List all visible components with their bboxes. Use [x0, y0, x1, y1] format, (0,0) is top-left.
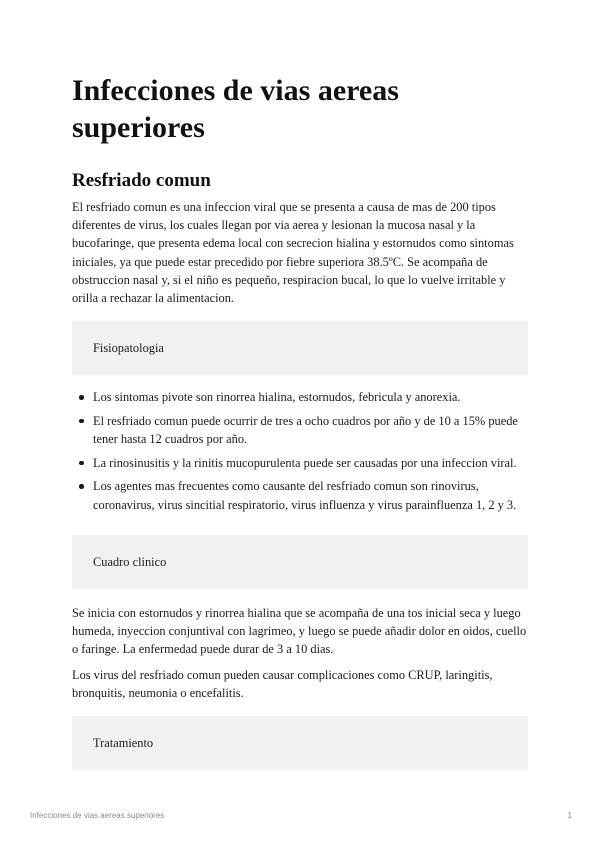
footer-page-number: 1 — [567, 811, 572, 820]
section-heading: Resfriado comun — [72, 170, 211, 191]
list-item: La rinosinusitis y la rinitis mucopurulenta puede ser causadas por una infeccion viral. — [72, 454, 528, 472]
cuadro-clinico-box — [72, 535, 528, 589]
symptom-list — [72, 388, 528, 519]
footer-doc-name: Infecciones de vias aereas superiores — [30, 811, 165, 820]
cuadro-clinico-label: Cuadro clinico — [93, 555, 167, 569]
fisiopatologia-box — [72, 321, 528, 375]
document-title: Infecciones de vias aereas superiores — [72, 74, 399, 144]
clinical-section — [72, 604, 528, 702]
clinical-paragraph: Se inicia con estornudos y rinorrea hialina que se acompaña de una tos inicial seca y luego humeda, inyeccion conjuntival con lagrimeo, y luego se puede añadir dolor en oidos, cuello o faringe. La enfermedad puede durar de 3 a 10 dias. — [72, 606, 527, 657]
complications-paragraph: Los virus del resfriado comun pueden causar complicaciones como CRUP, laringitis, bronquitis, neumonia o encefalitis. — [72, 667, 493, 700]
list-item: Los agentes mas frecuentes como causante del resfriado comun son rinovirus, coronavirus, virus sincitial respiratorio, virus influenza y virus parainfluenza 1, 2 y 3. — [72, 477, 528, 513]
tratamiento-box — [72, 716, 528, 770]
list-item: Los sintomas pivote son rinorrea hialina, estornudos, febricula y anorexia. — [72, 388, 528, 406]
tratamiento-label: Tratamiento — [93, 736, 154, 750]
fisiopatologia-label: Fisiopatologia — [93, 341, 164, 355]
list-item: El resfriado comun puede ocurrir de tres a ocho cuadros por año y de 10 a 15% puede tener hasta 12 cuadros por año. — [72, 412, 528, 448]
intro-paragraph: El resfriado comun es una infeccion viral que se presenta a causa de mas de 200 tipos diferentes de virus, los cuales llegan por via aerea y lesionan la mucosa nasal y la bucofaringe, que presenta edema local con secrecion hialina y estornudos como sintomas iniciales, ya que puede estar precedido por fiebre superiora 38.5ºC. Se acompaña de obstruccion nasal y, si el niño es pequeño, respiracion bucal, lo que lo vuelve irritable y orilla a rechazar la alimentacion. — [72, 200, 514, 306]
